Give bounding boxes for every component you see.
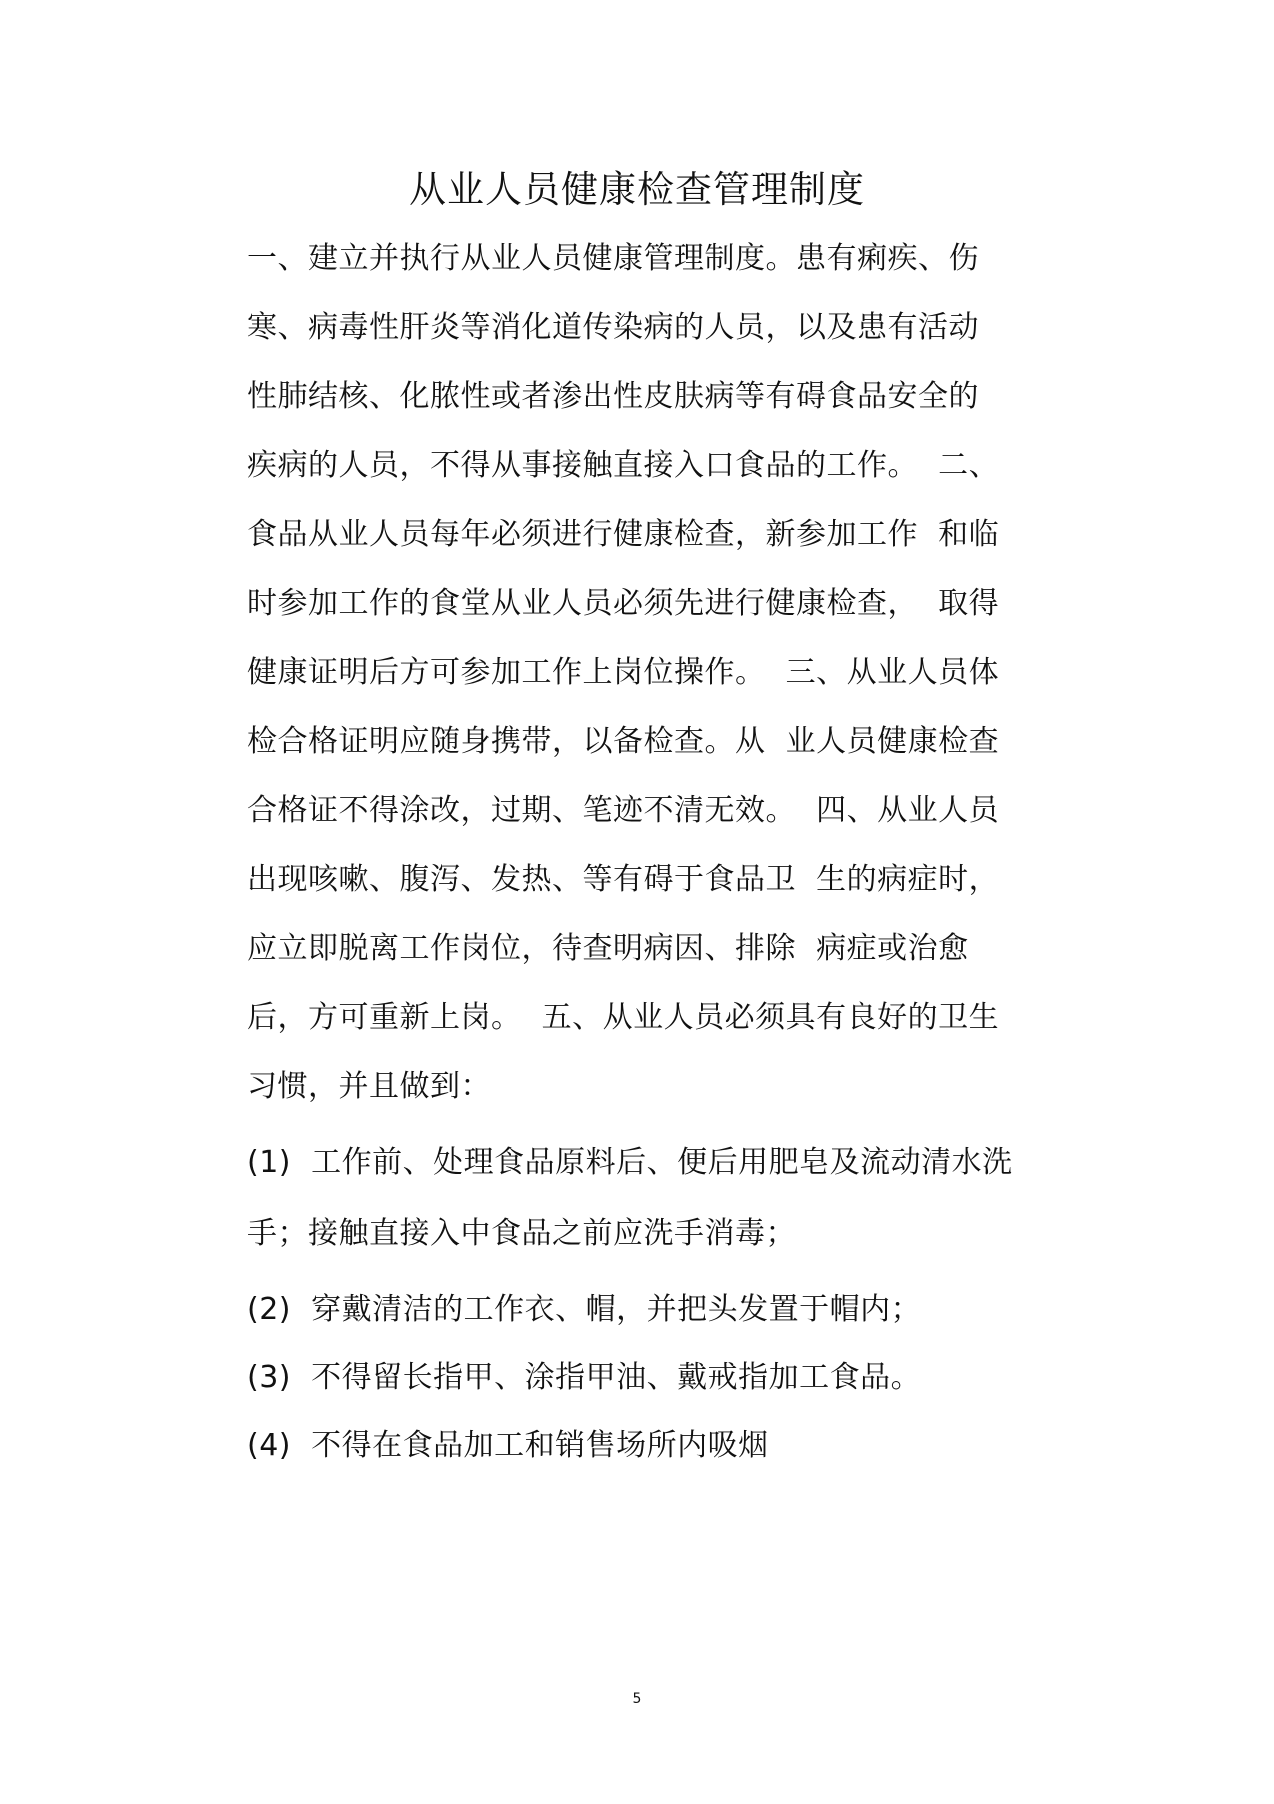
body-line: 应立即脱离工作岗位，待查明病因、排除 病症或治愈 <box>247 931 969 966</box>
body-line: 后，方可重新上岗。 五、从业人员必须具有良好的卫生 <box>247 1000 1000 1035</box>
list-item-3: (3) 不得留长指甲、涂指甲油、戴戒指加工食品。 <box>247 1360 922 1395</box>
body-line: 习惯，并且做到： <box>247 1069 491 1104</box>
list-item-1-continuation: 手；接触直接入中食品之前应洗手消毒； <box>247 1216 796 1251</box>
body-line: 出现咳嗽、腹泻、发热、等有碍于食品卫 生的病症时， <box>247 862 1000 897</box>
body-line: 检合格证明应随身携带，以备检查。从 业人员健康检查 <box>247 724 1000 759</box>
document-title: 从业人员健康检查管理制度 <box>409 168 865 211</box>
body-line: 疾病的人员，不得从事接触直接入口食品的工作。 二、 <box>247 448 1000 483</box>
list-item-2: (2) 穿戴清洁的工作衣、帽，并把头发置于帽内； <box>247 1292 922 1327</box>
body-line: 健康证明后方可参加工作上岗位操作。 三、从业人员体 <box>247 655 1000 690</box>
body-line: 寒、病毒性肝炎等消化道传染病的人员，以及患有活动 <box>247 310 979 345</box>
body-line: 合格证不得涂改，过期、笔迹不清无效。 四、从业人员 <box>247 793 1000 828</box>
list-item-4: (4) 不得在食品加工和销售场所内吸烟 <box>247 1428 769 1463</box>
body-line: 时参加工作的食堂从业人员必须先进行健康检查， 取得 <box>247 586 1000 621</box>
list-item-1: (1) 工作前、处理食品原料后、便后用肥皂及流动清水洗 <box>247 1145 1013 1180</box>
body-line: 性肺结核、化脓性或者渗出性皮肤病等有碍食品安全的 <box>247 379 979 414</box>
body-line: 食品从业人员每年必须进行健康检查，新参加工作 和临 <box>247 517 1000 552</box>
page-number: 5 <box>632 1691 642 1707</box>
body-line: 一、建立并执行从业人员健康管理制度。患有痢疾、伤 <box>247 241 979 276</box>
